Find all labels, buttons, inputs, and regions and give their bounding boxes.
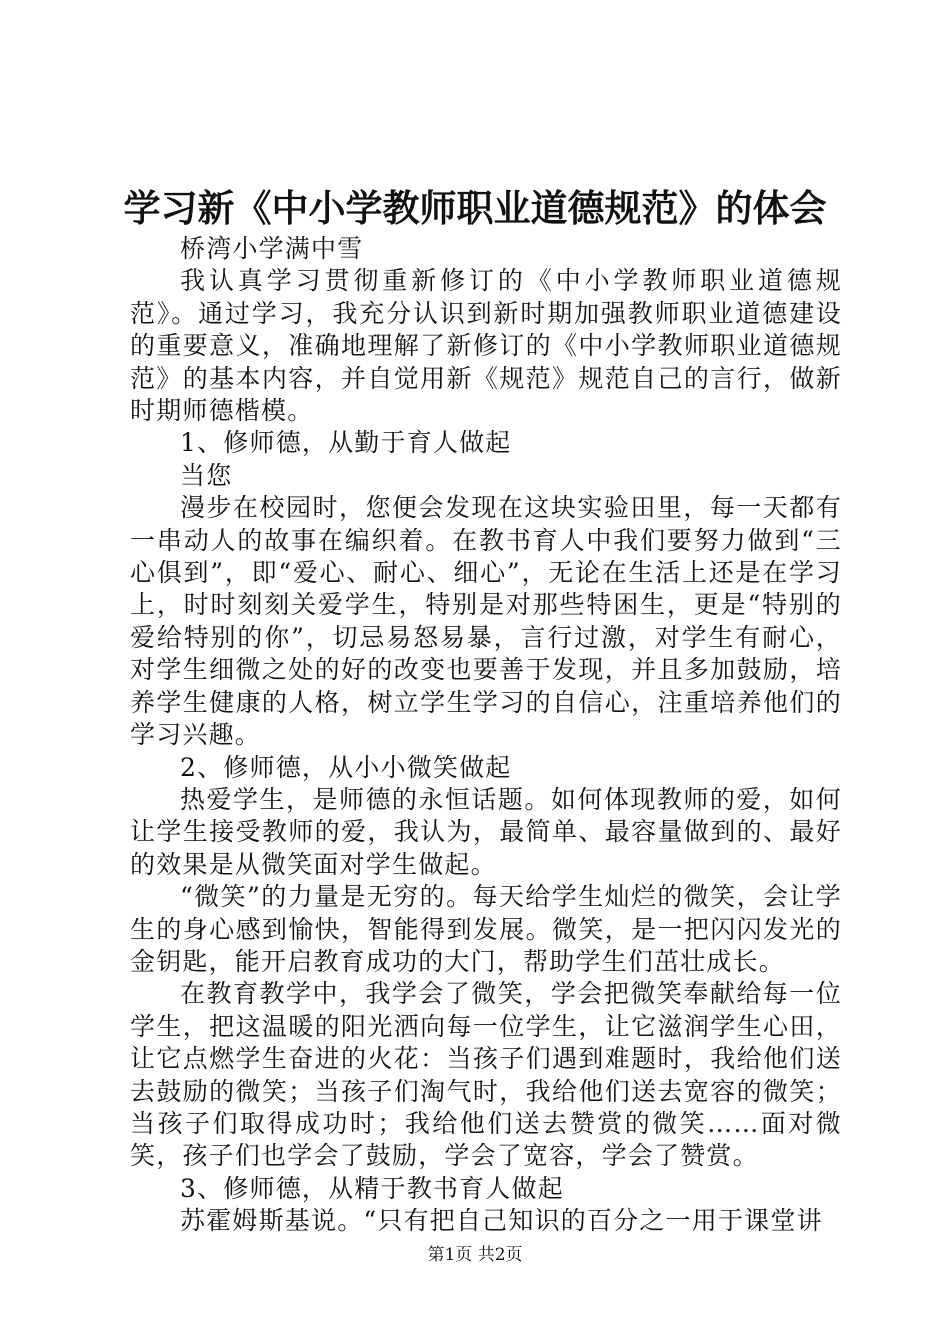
paragraph: 苏霍姆斯基说。“只有把自己知识的百分之一用于课堂讲 <box>180 1206 823 1236</box>
paragraph: “微笑”的力量是无穷的。每天给学生灿烂的微笑，会让学生的身心感到愉快，智能得到发展。微笑，是一把闪闪发光的金钥匙，能开启教育成功的大门，帮助学生们茁壮成长。 <box>130 882 842 976</box>
author-line: 桥湾小学满中雪 <box>180 234 364 263</box>
section-heading: 3、修师德，从精于教书育人做起 <box>180 1173 564 1203</box>
paragraph: 我认真学习贯彻重新修订的《中小学教师职业道德规范》。通过学习，我充分认识到新时期加强教师职业道德建设的重要意义，准确地理解了新修订的《中小学教师职业道德规范》的基本内容，并自觉用新《规范》规范自己的言行，做新时期师德楷模。 <box>130 266 842 426</box>
section-heading: 1、修师德，从勤于育人做起 <box>180 428 512 458</box>
section-heading: 2、修师德，从小小微笑做起 <box>180 752 512 782</box>
paragraph: 热爱学生，是师德的永恒话题。如何体现教师的爱，如何让学生接受教师的爱，我认为，最简单、最容量做到的、最好的效果是从微笑面对学生做起。 <box>130 784 842 879</box>
paragraph: 漫步在校园时，您便会发现在这块实验田里，每一天都有一串动人的故事在编织着。在教书育人中我们要努力做到“三心俱到”，即“爱心、耐心、细心”，无论在生活上还是在学习上，时时刻刻关爱学生，特别是对那些特困生，更是“特别的爱给特别的你”，切忌易怒易暴，言行过激，对学生有耐心，对学生细微之处的好的改变也要善于发现，并且多加鼓励，培养学生健康的人格，树立学生学习的自信心，注重培养他们的学习兴趣。 <box>130 493 842 750</box>
page-footer: 第1页 共2页 <box>427 1245 523 1265</box>
paragraph: 在教育教学中，我学会了微笑，学会把微笑奉献给每一位学生，把这温暖的阳光洒向每一位学生，让它滋润学生心田，让它点燃学生奋进的火花：当孩子们遇到难题时，我给他们送去鼓励的微笑；当孩子们淘气时，我给他们送去宽容的微笑；当孩子们取得成功时；我给他们送去赞赏的微笑……面对微笑，孩子们也学会了鼓励，学会了宽容，学会了赞赏。 <box>130 979 842 1171</box>
document-body <box>130 233 842 1238</box>
paragraph: 当您 <box>180 460 233 490</box>
document-title: 学习新《中小学教师职业道德规范》的体会 <box>123 186 827 230</box>
